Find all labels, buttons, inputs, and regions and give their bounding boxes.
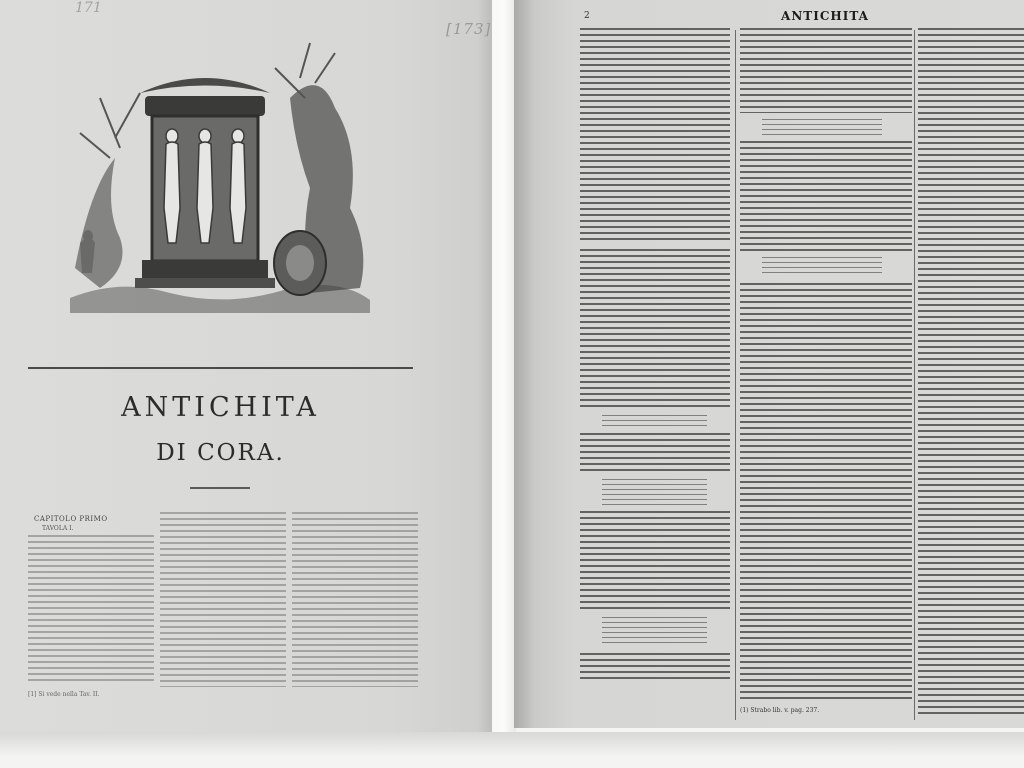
chapter-heading: CAPITOLO PRIMO (34, 515, 108, 523)
right-text-column-1 (580, 28, 730, 728)
left-page-number: [173] (446, 20, 492, 38)
right-text-column-3 (918, 28, 1024, 728)
text-block (580, 653, 730, 683)
text-block (580, 511, 730, 611)
running-head: ANTICHITA (781, 9, 869, 23)
quotation-block (762, 119, 882, 135)
text-block (918, 28, 1024, 718)
left-text-column-1 (28, 512, 154, 712)
right-page-number: 2 (584, 11, 590, 21)
right-text-column-2 (740, 28, 912, 728)
text-block (740, 28, 912, 113)
text-block (580, 433, 730, 473)
text-block (740, 141, 912, 251)
left-text-column-3 (292, 512, 418, 712)
engraving-illustration (60, 38, 380, 318)
text-block (580, 249, 730, 409)
title-ornament-rule (190, 487, 250, 489)
quotation-block (602, 415, 707, 427)
footnote: [1] Si vede nella Tav. II. (28, 691, 100, 698)
book-gutter (492, 0, 516, 735)
text-block (28, 535, 154, 685)
plate-heading: TAVOLA I. (42, 525, 74, 532)
left-text-column-2 (160, 512, 286, 712)
quotation-block (602, 617, 707, 647)
handwritten-mark: 171 (75, 0, 102, 16)
page-title: ANTICHITA (121, 392, 320, 423)
text-block (160, 512, 286, 687)
column-divider (914, 30, 915, 720)
footnote: (1) Strabo lib. v. pag. 237. (740, 707, 820, 714)
table-surface (0, 732, 1024, 768)
quotation-block (762, 257, 882, 277)
page-subtitle: DI CORA. (156, 440, 285, 466)
quotation-block (602, 479, 707, 505)
text-block (740, 283, 912, 703)
text-block (292, 512, 418, 687)
title-rule (28, 367, 413, 369)
text-block (580, 28, 730, 243)
left-page (0, 0, 492, 735)
column-divider (735, 30, 736, 720)
